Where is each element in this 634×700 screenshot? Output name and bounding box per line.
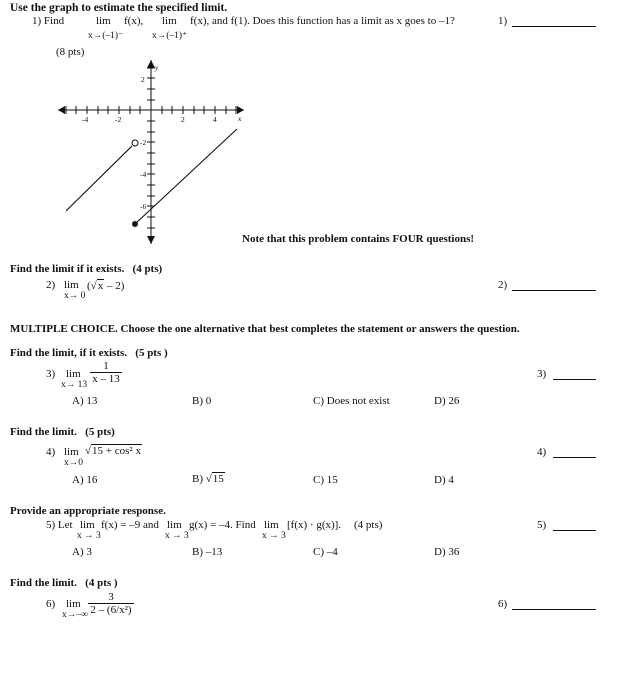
section-heading-limit-exists: Find the limit if it exists. (4 pts) [10,263,163,275]
x-axis-arrow-left [58,106,65,114]
y-tick-label-neg6: -6 [140,202,147,211]
y-tick-label-2: 2 [141,75,145,84]
q1-prompt-number: 1) Find [32,15,65,27]
x-axis-label: x [238,114,242,123]
q5-sub3: x → 3 [262,531,286,541]
x-tick-label-4: 4 [213,115,217,124]
q2-sub: x→ 0 [64,291,86,301]
q4-answer-line[interactable] [553,457,596,458]
q1-answer-line[interactable] [512,26,596,27]
q3-number: 3) [46,368,56,380]
x-tick-label-neg4: -4 [82,115,89,124]
x-tick-label-2: 2 [181,115,185,124]
q1-fx-left: f(x), [124,15,144,27]
q3-fraction [90,360,122,385]
y-axis-arrow-up [147,60,155,68]
x-axis-arrow-right [237,106,244,114]
four-questions-note: Note that this problem contains FOUR questions! [242,233,475,245]
section-heading-q4: Find the limit. (5 pts) [10,426,115,438]
q3-answer-line[interactable] [553,379,596,380]
section-heading-q6: Find the limit. (4 pts ) [10,577,118,589]
q4-expression: √15 + cos² x [85,445,141,457]
q5-points: (4 pts) [354,519,383,531]
q4-answer-label: 4) [537,446,547,458]
q3-choice-b[interactable]: B) 0 [192,395,212,407]
q5-text2: g(x) = –4. Find [189,519,256,531]
q2-number: 2) [46,279,56,291]
q5-answer-line[interactable] [553,530,596,531]
q5-choice-c[interactable]: C) –4 [313,546,338,558]
q5-text1: f(x) = –9 and [101,519,159,531]
q4-choice-c[interactable]: C) 15 [313,474,338,486]
graph-open-point [132,140,138,146]
q2-answer-label: 2) [498,279,508,291]
q4-choice-a[interactable]: A) 16 [72,474,98,486]
q3-denominator: x – 13 [90,372,122,385]
q5-text3: [f(x) · g(x)]. [287,519,342,531]
q1-sub-left: x→(–1)⁻ [88,31,124,41]
y-tick-label-neg4: -4 [140,170,147,179]
instruction-heading: Use the graph to estimate the specified limit. [10,2,228,14]
section-heading-q5: Provide an appropriate response. [10,505,166,517]
q1-prompt-rest: f(x), and f(1). Does this function has a limit as x goes to –1? [190,15,455,27]
q1-sub-right: x→(–1)⁺ [152,31,188,41]
q6-sub: x→–∞ [62,610,88,620]
q6-fraction [88,591,134,616]
q1-points: (8 pts) [56,46,85,58]
q5-sub2: x → 3 [165,531,189,541]
q6-answer-line[interactable] [512,609,596,610]
section-heading-q3: Find the limit, if it exists. (5 pts ) [10,347,168,359]
q3-choice-d[interactable]: D) 26 [434,395,460,407]
q5-answer-label: 5) [537,519,547,531]
q1-lim-right: lim [162,15,177,27]
q6-answer-label: 6) [498,598,508,610]
q3-lim: lim [66,368,81,380]
q3-choice-c[interactable]: C) Does not exist [313,395,390,407]
graph-left-branch [66,146,132,211]
q6-numerator: 3 [108,591,114,603]
q5-choice-a[interactable]: A) 3 [72,546,92,558]
x-tick-label-neg2: -2 [115,115,122,124]
y-axis-label: y [155,63,159,72]
q6-lim: lim [66,598,81,610]
q2-answer-line[interactable] [512,290,596,291]
graph-right-branch [135,129,237,224]
q5-part1: 5) Let [46,519,73,531]
q5-lim2: lim [167,519,182,531]
q5-lim3: lim [264,519,279,531]
q1-answer-label: 1) [498,15,508,27]
q1-lim-left: lim [96,15,111,27]
q4-choice-d[interactable]: D) 4 [434,474,454,486]
q4-number: 4) [46,446,56,458]
q2-lim: lim [64,279,79,291]
q6-number: 6) [46,598,56,610]
y-tick-label-neg2: -2 [140,138,147,147]
q3-numerator: 1 [103,360,109,372]
q5-choice-d[interactable]: D) 36 [434,546,460,558]
q3-sub: x→ 13 [61,380,88,390]
q4-sub: x→0 [64,458,83,468]
q5-lim1: lim [80,519,95,531]
q4-lim: lim [64,446,79,458]
q6-denominator: 2 – (6/x²) [88,603,134,616]
q5-choice-b[interactable]: B) –13 [192,546,223,558]
q1-graph [56,58,256,248]
q2-expression: (√x – 2) [87,280,125,292]
q4-choice-b[interactable]: B) √15 [192,473,224,485]
q5-sub1: x → 3 [77,531,101,541]
q3-choice-a[interactable]: A) 13 [72,395,98,407]
multiple-choice-heading: MULTIPLE CHOICE. Choose the one alternative that best completes the statement or answers the question. [10,323,520,335]
y-axis-arrow-down [147,236,155,244]
q3-answer-label: 3) [537,368,547,380]
graph-closed-point [132,221,138,227]
